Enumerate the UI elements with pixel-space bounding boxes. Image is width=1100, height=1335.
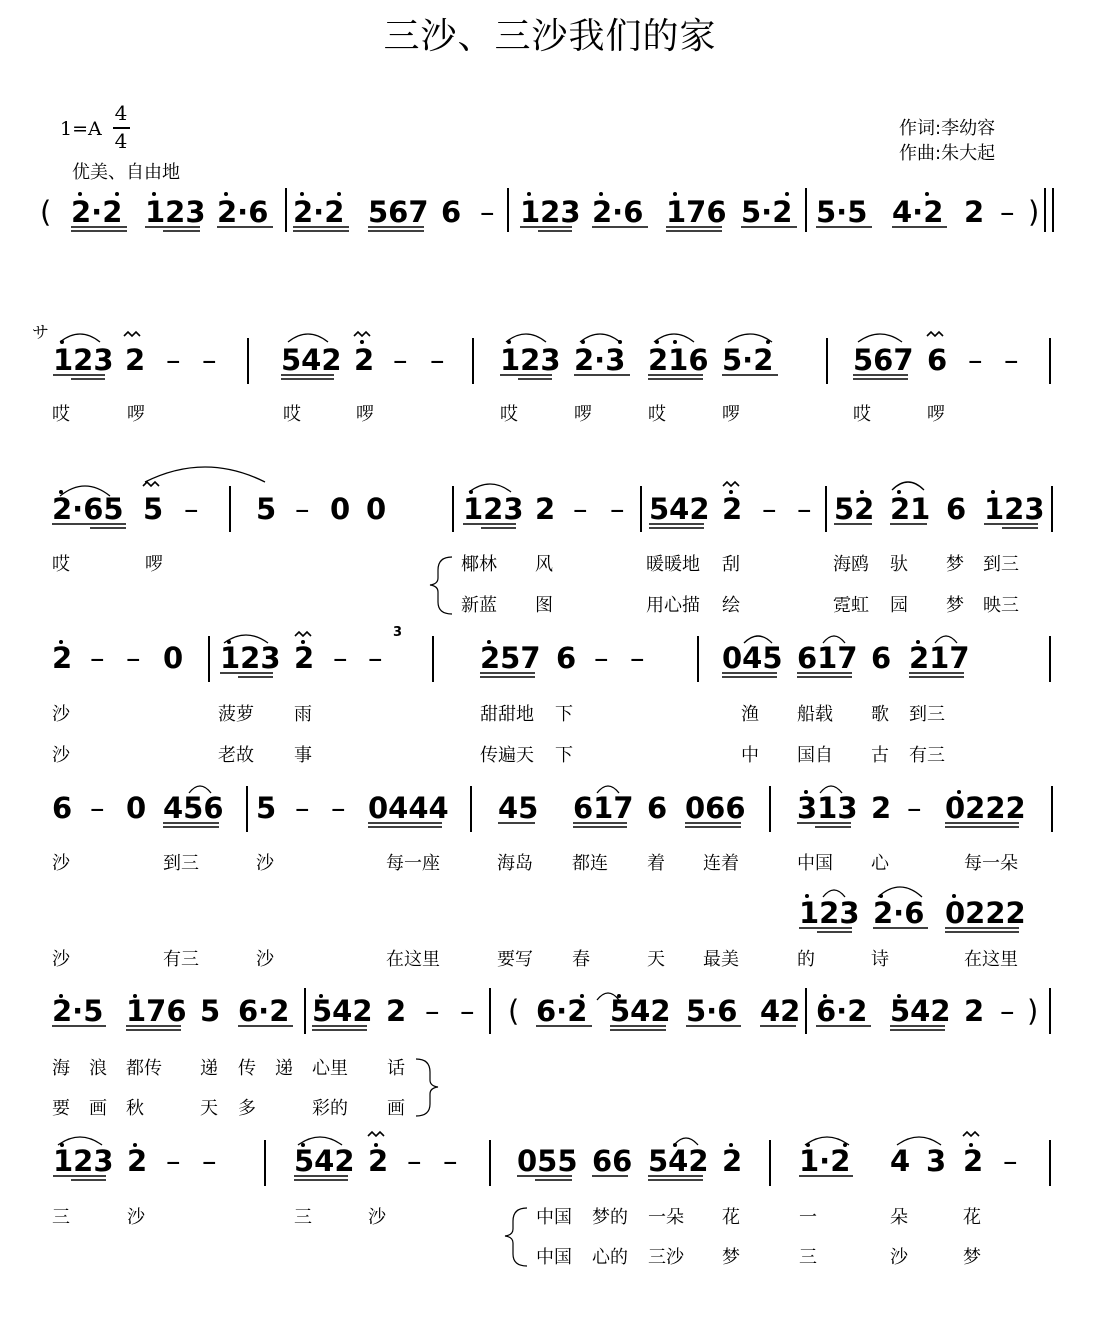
note-r8: 2 (127, 1144, 148, 1178)
lyric: 新蓝 (461, 595, 497, 616)
note-r4: 0 (163, 641, 184, 675)
note-r8: 4 (890, 1144, 911, 1178)
lyric: 风 (535, 554, 553, 575)
note-r4: 6 (871, 641, 892, 675)
note-r7: 2·5 (52, 994, 104, 1028)
dash: – (430, 343, 445, 377)
lyric: 连着 (703, 853, 739, 874)
lyric: 啰 (145, 554, 163, 575)
key-signature: 1=A (60, 118, 102, 140)
note-r8: 542 (294, 1144, 355, 1178)
note-r1: 123 (520, 195, 581, 229)
lyric: 天 (200, 1098, 218, 1119)
note-r1: 5·5 (816, 195, 868, 229)
note-r7: 6·2 (536, 994, 588, 1028)
dash: – (333, 641, 348, 675)
note-r3: 542 (649, 492, 710, 526)
dash: – (166, 343, 181, 377)
note-r7: 542 (312, 994, 373, 1028)
note-r8: 2 (368, 1144, 389, 1178)
lyric: 浪 (89, 1058, 107, 1079)
dash: – (295, 492, 310, 526)
note-r5: 6 (647, 791, 668, 825)
note-r8: 055 (517, 1144, 578, 1178)
lyric: 有三 (909, 745, 945, 766)
note-r2: 2·3 (574, 343, 626, 377)
note-r8: 2 (722, 1144, 743, 1178)
dash: – (610, 492, 625, 526)
lyric: 哎 (52, 554, 70, 575)
lyric: 诗 (871, 949, 889, 970)
note-r5: 313 (797, 791, 858, 825)
note-r4: 217 (909, 641, 970, 675)
lyric: 刮 (722, 554, 740, 575)
lyric: 画 (387, 1098, 405, 1119)
lyric: 啰 (927, 404, 945, 425)
dash: – (331, 791, 346, 825)
note-r6: 2·6 (873, 896, 925, 930)
lyric: 海鸥 (833, 554, 869, 575)
lyric: 传 (238, 1058, 256, 1079)
note-r3: 21 (890, 492, 931, 526)
lyric: 沙 (52, 949, 70, 970)
lyric: 要写 (497, 949, 533, 970)
lyricist-credit: 作词:李幼容 (899, 118, 996, 139)
lyric: 哎 (500, 404, 518, 425)
note-r7: 2 (964, 994, 985, 1028)
tempo-marking: 优美、自由地 (72, 162, 180, 183)
lyric: 一朵 (648, 1207, 684, 1228)
note-r5: 0 (126, 791, 147, 825)
note-r3: 5 (256, 492, 277, 526)
lyric: 驮 (890, 554, 908, 575)
note-r5: 066 (685, 791, 746, 825)
note-r5: 5 (256, 791, 277, 825)
lyric: 梦 (963, 1247, 981, 1268)
note-r8: 66 (592, 1144, 633, 1178)
lyric: 啰 (127, 404, 145, 425)
lyric: 沙 (52, 745, 70, 766)
lyric: 沙 (52, 853, 70, 874)
dash: – (368, 641, 383, 675)
lyric: 下 (555, 745, 573, 766)
lyric: 菠萝 (218, 704, 254, 725)
lyric: 话 (387, 1058, 405, 1079)
dash: – (1000, 195, 1015, 229)
lyric: 哎 (853, 404, 871, 425)
lyric: 传遍天 (480, 745, 534, 766)
lyric: 中国 (536, 1247, 572, 1268)
note-r5: 617 (573, 791, 634, 825)
lyric: 霓虹 (833, 595, 869, 616)
lyric: 用心描 (646, 595, 700, 616)
lyric: 到三 (983, 554, 1019, 575)
note-r5: 45 (498, 791, 539, 825)
lyric: 心里 (312, 1058, 348, 1079)
note-r3: 2 (722, 492, 743, 526)
lyric: 花 (963, 1207, 981, 1228)
dash: – (202, 1144, 217, 1178)
note-r7: 6·2 (816, 994, 868, 1028)
note-r7: 5·6 (686, 994, 738, 1028)
song-title: 三沙、三沙我们的家 (383, 16, 717, 57)
lyric: 老故 (218, 745, 254, 766)
lyric: 沙 (256, 853, 274, 874)
lyric: 花 (722, 1207, 740, 1228)
dash: – (1004, 343, 1019, 377)
lyric: 天 (647, 949, 665, 970)
note-r7: 542 (610, 994, 671, 1028)
note-r4: 045 (722, 641, 783, 675)
dash: – (166, 1144, 181, 1178)
lyric: 朵 (890, 1207, 908, 1228)
lyric: 海 (52, 1058, 70, 1079)
composer-credit: 作曲:朱大起 (899, 143, 996, 164)
paren-open: ( (40, 195, 52, 229)
dash: – (425, 994, 440, 1028)
note-r1: 2·2 (71, 195, 123, 229)
note-r5: 0444 (368, 791, 449, 825)
lyric: 啰 (722, 404, 740, 425)
time-signature-top: 4 (114, 101, 128, 125)
note-r3: 123 (984, 492, 1045, 526)
lyric: 梦 (722, 1247, 740, 1268)
dash: – (573, 492, 588, 526)
lyric: 歌 (871, 704, 889, 725)
note-r5: 0222 (945, 791, 1026, 825)
note-r4: 2 (294, 641, 315, 675)
note-r1: 2·6 (217, 195, 269, 229)
dash: – (393, 343, 408, 377)
paren-close: ) (1027, 994, 1039, 1028)
lyric: 彩的 (312, 1098, 348, 1119)
lyric: 沙 (52, 704, 70, 725)
note-r8: 3 (926, 1144, 947, 1178)
lyric: 多 (238, 1098, 256, 1119)
lyric: 最美 (703, 949, 739, 970)
dash: – (90, 641, 105, 675)
dash: – (126, 641, 141, 675)
dash: – (797, 492, 812, 526)
lyric: 三沙 (648, 1247, 684, 1268)
dash: – (594, 641, 609, 675)
note-r1: 123 (145, 195, 206, 229)
note-r4: 6 (556, 641, 577, 675)
note-r7: 2 (386, 994, 407, 1028)
lyric: 哎 (283, 404, 301, 425)
lyric: 中国 (536, 1207, 572, 1228)
lyric: 图 (535, 595, 553, 616)
paren-close: ) (1028, 195, 1040, 229)
lyric: 三 (294, 1207, 312, 1228)
note-r3: 0 (366, 492, 387, 526)
lyric: 春 (572, 949, 590, 970)
note-r5: 6 (52, 791, 73, 825)
note-r4: 123 (220, 641, 281, 675)
note-r3: 0 (330, 492, 351, 526)
time-signature-bottom: 4 (114, 129, 128, 153)
note-r5: 456 (163, 791, 224, 825)
lyric: 甜甜地 (480, 704, 534, 725)
dash: – (443, 1144, 458, 1178)
note-r1: 2·6 (592, 195, 644, 229)
lyric: 中国 (797, 853, 833, 874)
lyric: 古 (871, 745, 889, 766)
grace-note: 3 (393, 625, 403, 640)
lyric: 沙 (368, 1207, 386, 1228)
note-r7: 42 (760, 994, 801, 1028)
dash: – (968, 343, 983, 377)
lyric: 哎 (52, 404, 70, 425)
lyric: 秋 (126, 1098, 144, 1119)
lyric: 渔 (741, 704, 759, 725)
lyric: 在这里 (964, 949, 1018, 970)
free-tempo-mark: サ (32, 323, 49, 343)
dash: – (480, 195, 495, 229)
note-r1: 2 (964, 195, 985, 229)
lyric: 沙 (256, 949, 274, 970)
lyric: 画 (89, 1098, 107, 1119)
note-r8: 542 (648, 1144, 709, 1178)
lyric: 都传 (126, 1058, 162, 1079)
note-r2: 216 (648, 343, 709, 377)
paren-open: ( (508, 994, 520, 1028)
lyric: 的 (797, 949, 815, 970)
lyric: 梦 (946, 595, 964, 616)
lyric: 在这里 (386, 949, 440, 970)
lyric: 心 (871, 853, 889, 874)
lyric: 暖暖地 (646, 554, 700, 575)
lyric: 有三 (163, 949, 199, 970)
lyric: 事 (294, 745, 312, 766)
note-r3: 6 (946, 492, 967, 526)
lyric: 啰 (574, 404, 592, 425)
dash: – (90, 791, 105, 825)
note-r6: 0222 (945, 896, 1026, 930)
lyric: 啰 (356, 404, 374, 425)
note-r5: 2 (871, 791, 892, 825)
lyric: 哎 (648, 404, 666, 425)
lyric: 国自 (797, 745, 833, 766)
note-r1: 6 (441, 195, 462, 229)
note-r3: 2·65 (52, 492, 124, 526)
dash: – (407, 1144, 422, 1178)
note-r7: 542 (890, 994, 951, 1028)
lyric: 中 (741, 745, 759, 766)
lyric: 海岛 (497, 853, 533, 874)
lyric: 绘 (722, 595, 740, 616)
lyric: 梦 (946, 554, 964, 575)
dash: – (630, 641, 645, 675)
note-r8: 123 (53, 1144, 114, 1178)
lyric: 都连 (572, 853, 608, 874)
lyric: 沙 (890, 1247, 908, 1268)
lyric: 船载 (797, 704, 833, 725)
dash: – (1000, 994, 1015, 1028)
note-r7: 5 (200, 994, 221, 1028)
note-r4: 2 (52, 641, 73, 675)
note-r1: 567 (368, 195, 429, 229)
note-r8: 1·2 (799, 1144, 851, 1178)
lyric: 雨 (294, 704, 312, 725)
note-r1: 5·2 (741, 195, 793, 229)
note-r1: 2·2 (293, 195, 345, 229)
note-r7: 176 (126, 994, 187, 1028)
note-r2: 123 (53, 343, 114, 377)
dash: – (202, 343, 217, 377)
lyric: 心的 (592, 1247, 628, 1268)
note-r2: 542 (281, 343, 342, 377)
lyric: 映三 (983, 595, 1019, 616)
lyric: 到三 (163, 853, 199, 874)
note-r2: 5·2 (722, 343, 774, 377)
note-r3: 123 (463, 492, 524, 526)
lyric: 一 (799, 1207, 817, 1228)
note-r1: 4·2 (892, 195, 944, 229)
note-r7: 6·2 (238, 994, 290, 1028)
dash: – (1003, 1144, 1018, 1178)
dash: – (907, 791, 922, 825)
note-r3: 52 (834, 492, 875, 526)
note-r2: 2 (125, 343, 146, 377)
lyric: 每一座 (386, 853, 440, 874)
lyric: 要 (52, 1098, 70, 1119)
dash: – (295, 791, 310, 825)
lyric: 沙 (127, 1207, 145, 1228)
note-r2: 2 (354, 343, 375, 377)
lyric: 每一朵 (964, 853, 1018, 874)
dash: – (460, 994, 475, 1028)
lyric: 园 (890, 595, 908, 616)
dash: – (762, 492, 777, 526)
lyric: 递 (275, 1058, 293, 1079)
lyric: 递 (200, 1058, 218, 1079)
lyric: 梦的 (592, 1207, 628, 1228)
lyric: 着 (647, 853, 665, 874)
note-r2: 123 (500, 343, 561, 377)
note-r2: 567 (853, 343, 914, 377)
dash: – (184, 492, 199, 526)
lyric: 椰林 (461, 554, 497, 575)
note-r4: 617 (797, 641, 858, 675)
note-r6: 123 (799, 896, 860, 930)
lyric: 三 (52, 1207, 70, 1228)
lyric: 下 (555, 704, 573, 725)
note-r3: 5 (143, 492, 164, 526)
note-r4: 257 (480, 641, 541, 675)
note-r1: 176 (666, 195, 727, 229)
note-r3: 2 (535, 492, 556, 526)
note-r8: 2 (963, 1144, 984, 1178)
lyric: 到三 (909, 704, 945, 725)
note-r2: 6 (927, 343, 948, 377)
lyric: 三 (799, 1247, 817, 1268)
